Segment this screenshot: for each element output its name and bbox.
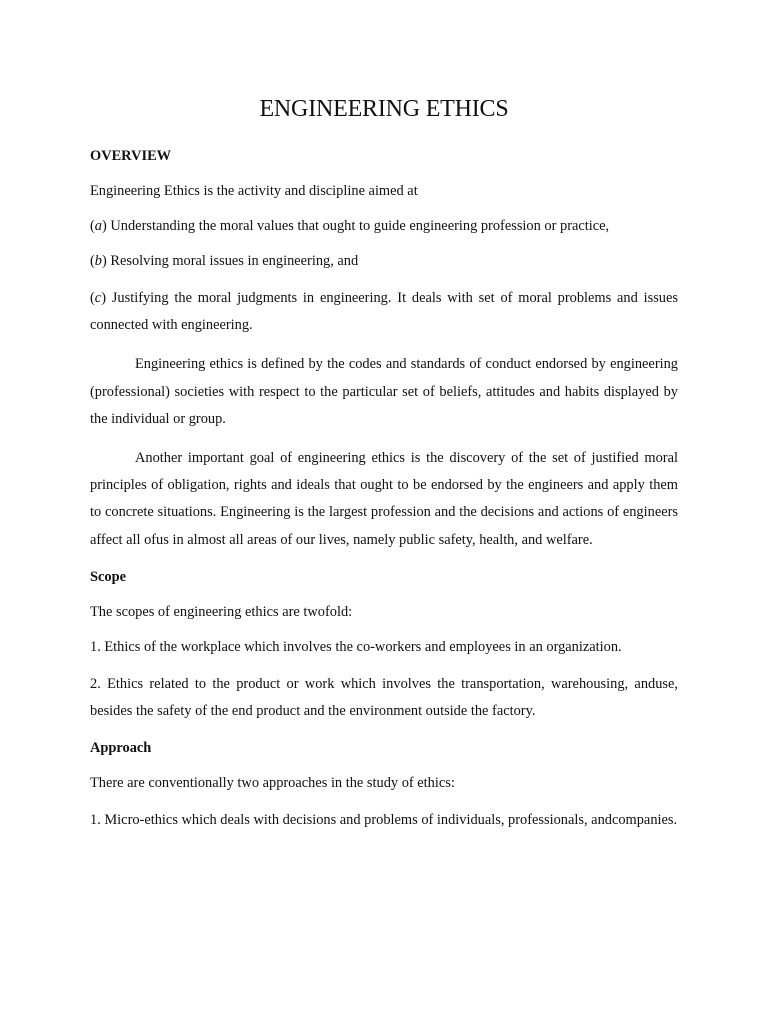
- scope-heading: Scope: [90, 568, 126, 585]
- scope-item-2: 2. Ethics related to the product or work which involves the transportation, warehousing, anduse, besides the safety of the end product and the environment outside the factory.: [90, 675, 678, 720]
- list-label-c: c: [94, 290, 102, 306]
- approach-item-1: 1. Micro-ethics which deals with decisions and problems of individuals, professionals, andcompanies.: [90, 812, 678, 829]
- list-label-a: a: [94, 218, 102, 234]
- approach-heading: Approach: [90, 740, 152, 757]
- list-item-a: (a) Understanding the moral values that ought to guide engineering profession or practice,: [90, 218, 610, 234]
- list-text-b: Resolving moral issues in engineering, and: [106, 253, 359, 269]
- list-text-a: Understanding the moral values that ought to guide engineering profession or practice,: [106, 218, 610, 234]
- goal-paragraph: Another important goal of engineering ethics is the discovery of the set of justified moral principles of obligation, rights and ideals that ought to be endorsed by the engineers and apply them to concrete situations. Engineering is the largest profession and the decisions and actions of engineers affect all ofus in almost all areas of our lives, namely public safety, health, and welfare.: [90, 450, 678, 548]
- scope-intro: The scopes of engineering ethics are twofold:: [90, 603, 353, 620]
- overview-heading: OVERVIEW: [90, 148, 172, 164]
- document-title: ENGINEERING ETHICS: [259, 96, 509, 122]
- scope-item-1: 1. Ethics of the workplace which involves the co-workers and employees in an organization.: [90, 638, 622, 655]
- approach-intro: There are conventionally two approaches in the study of ethics:: [90, 775, 455, 792]
- list-text-c: Justifying the moral judgments in engineering. It deals with set of moral problems and issues connected with engineering.: [90, 290, 678, 334]
- list-label-b: b: [94, 253, 102, 269]
- list-item-b: (b) Resolving moral issues in engineering, and: [90, 253, 359, 269]
- list-item-c: (c) Justifying the moral judgments in engineering. It deals with set of moral problems and issues connected with engineering.: [90, 290, 678, 334]
- definition-paragraph: Engineering ethics is defined by the codes and standards of conduct endorsed by engineering (professional) societies with respect to the particular set of beliefs, attitudes and habits displayed by the individual or group.: [90, 356, 678, 427]
- overview-intro: Engineering Ethics is the activity and discipline aimed at: [90, 183, 418, 199]
- document-page: [90, 90, 678, 846]
